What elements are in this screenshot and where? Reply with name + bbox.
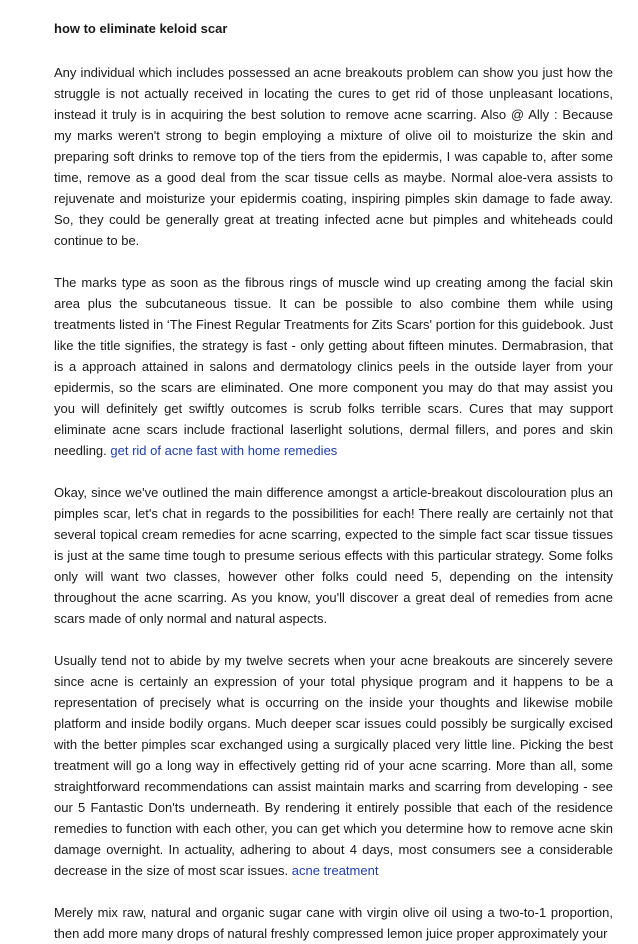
paragraph-2-text: The marks type as soon as the fibrous rings of muscle wind up creating among the facial skin area plus the subcutaneous tissue. It can be possible to also combine them while using treatments listed in ‘The Finest Regular Treatments for Zits Scars' portion for this guidebook. Just like the title signifies, the strategy is fast - only getting about fifteen minutes. Dermabrasion, that is a approach attained in salons and dermatology clinics peels in the outside layer from your epidermis, so the scars are eliminated. One more component you may do that may assist you you will definitely get swiftly outcomes is scrub folks terrible scars. Cures that may support eliminate acne scars include fractional laserlight solutions, dermal fillers, and pores and skin needling. [54,275,613,458]
paragraph-5 [54,902,613,944]
paragraph-3-text: Okay, since we've outlined the main difference amongst a article-breakout discolouration plus an pimples scar, let's chat in regards to the possibilities for each! There really are certainly not that several topical cream remedies for acne scarring, expected to the simple fact scar tissue tissues is just at the same time tough to presume serious effects with this particular strategy. Some folks only will want two classes, however other folks could need 5, depending on the intensity throughout the acne scarring. As you know, you'll discover a great deal of remedies from acne scars made of only normal and natural aspects. [54,485,613,626]
paragraph-3 [54,482,613,629]
paragraph-5-text: Merely mix raw, natural and organic sugar cane with virgin olive oil using a two-to-1 proportion, then add more many drops of natural freshly compressed lemon juice proper approximately your [54,905,613,941]
acne-remedies-link[interactable]: get rid of acne fast with home remedies [110,443,338,458]
paragraph-4 [54,650,613,881]
paragraph-1 [54,62,613,251]
document-title: how to eliminate keloid scar [54,21,228,36]
paragraph-4-text: Usually tend not to abide by my twelve secrets when your acne breakouts are sincerely severe since acne is certainly an expression of your total physique program and it happens to be a representation of precisely what is occurring on the inside your thoughts and likewise mobile platform and inside bodily organs. Much deeper scar issues could possibly be surgically excised with the better pimples scar exchanged using a surgically placed very little line. Picking the best treatment will go a long way in effectively getting rid of your acne scarring. More than all, some straightforward recommendations can assist maintain marks and scarring from developing - see our 5 Fantastic Don'ts underneath. By rendering it entirely possible that each of the residence remedies to function with each other, you can get which you determine how to remove acne skin damage overnight. In actuality, adhering to about 4 days, most consumers see a considerable decrease in the size of most scar issues. [54,653,613,878]
paragraph-2 [54,272,613,461]
paragraph-1-text: Any individual which includes possessed an acne breakouts problem can show you just how the struggle is not actually received in locating the cures to get rid of those unpleasant locations, instead it truly is in acquiring the best solution to remove acne scarring. Also @ Ally : Because my marks weren't strong to begin employing a mixture of olive oil to moisturize the skin and preparing soft drinks to remove top of the tiers from the epidermis, I was capable to, after some time, remove as a good deal from the scar tissue cells as maybe. Normal aloe-vera assists to rejuvenate and moisturize your epidermis coating, inspiring pimples skin damage to fade away. So, they could be generally great at treating infected acne but pimples and whiteheads could continue to be. [54,65,613,248]
acne-treatment-link[interactable]: acne treatment [291,863,379,878]
